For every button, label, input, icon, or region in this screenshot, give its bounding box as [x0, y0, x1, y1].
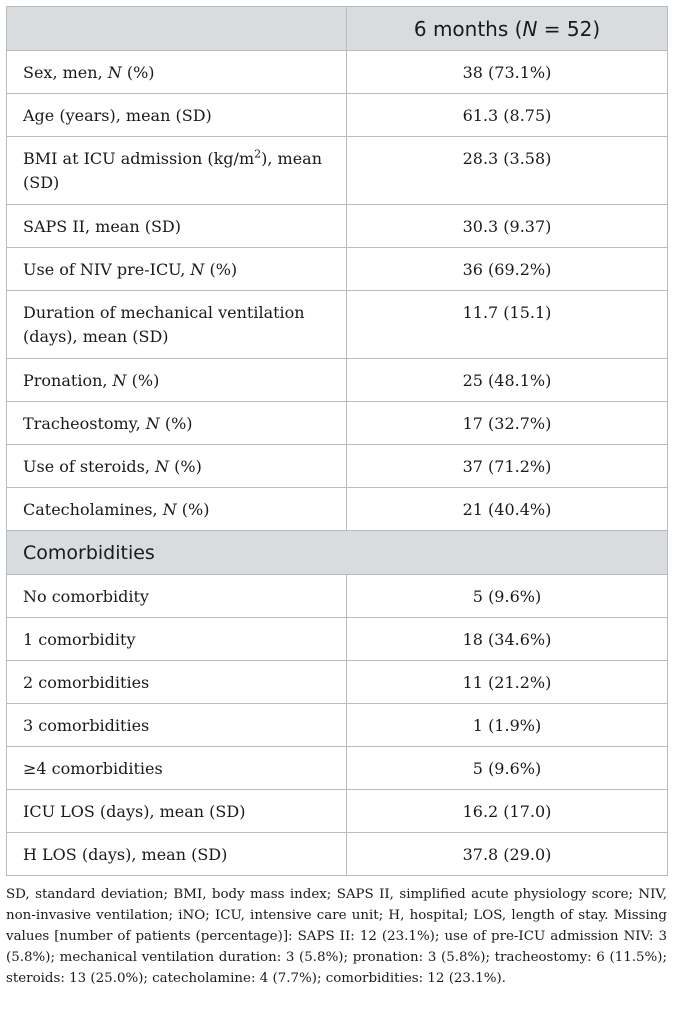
row-label: No comorbidity [7, 575, 347, 618]
row-value: 16.2 (17.0) [347, 790, 668, 833]
row-label [7, 248, 347, 291]
table-row [7, 661, 668, 704]
label-italic: N [155, 456, 170, 476]
table-row [7, 488, 668, 531]
label-text: Duration of mechanical ventilation (days), mean (SD) [23, 303, 305, 346]
label-text: Use of NIV pre-ICU, [23, 259, 191, 279]
label-text: Use of steroids, [23, 456, 156, 476]
row-label: ICU LOS (days), mean (SD) [7, 790, 347, 833]
row-label [7, 488, 347, 531]
table-footnote [6, 884, 667, 989]
label-text-post: (%) [126, 370, 160, 390]
row-value: 1 (1.9%) [347, 704, 668, 747]
table-row [7, 575, 668, 618]
label-text-post: (%) [159, 413, 193, 433]
label-text: Catecholamines, [23, 499, 163, 519]
row-label: 2 comorbidities [7, 661, 347, 704]
table-row [7, 94, 668, 137]
table-row [7, 51, 668, 94]
table-row [7, 618, 668, 661]
row-label [7, 359, 347, 402]
patient-characteristics-table [6, 6, 668, 876]
section-label: Comorbidities [7, 531, 668, 575]
row-label: 3 comorbidities [7, 704, 347, 747]
table-header-row [7, 7, 668, 51]
label-italic: N [162, 499, 177, 519]
column-title-suffix: = 52) [537, 16, 601, 41]
label-text-post: (%) [121, 62, 155, 82]
row-label [7, 445, 347, 488]
footnote-text: SD, standard deviation; BMI, body mass index; SAPS II, simplified acute physiology score; NIV, non-invasive ventilation; iNO; ICU, intensive care unit; H, hospital; LOS, length of stay. Missing values [number of patients (percentage)]: SAPS II: 12 (23.1%); use of pre-ICU admission NIV: 3 (5.8%); mechanical ventilation duration: 3 (5.8%); pronation: 3 (5.8%); tracheostomy: 6 (11.5%); steroids: 13 (25.0%); catecholamine: 4 (7.7%); comorbidities: 12 (23.1%). [6, 887, 667, 986]
table-row [7, 402, 668, 445]
row-value: 25 (48.1%) [347, 359, 668, 402]
row-label: 1 comorbidity [7, 618, 347, 661]
table-row [7, 704, 668, 747]
column-title [347, 7, 668, 51]
row-value: 36 (69.2%) [347, 248, 668, 291]
column-title-n: N [522, 16, 538, 41]
table-row [7, 790, 668, 833]
label-text-post: (%) [169, 456, 202, 476]
section-header-row [7, 531, 668, 575]
row-label [7, 137, 347, 205]
row-label [7, 94, 347, 137]
table-row [7, 248, 668, 291]
row-label [7, 205, 347, 248]
label-text: Pronation, [23, 370, 113, 390]
row-value: 11 (21.2%) [347, 661, 668, 704]
row-label [7, 51, 347, 94]
label-italic: N [107, 62, 122, 82]
label-text: Tracheostomy, [23, 413, 146, 433]
row-value: 5 (9.6%) [347, 747, 668, 790]
table-row [7, 747, 668, 790]
header-blank-cell [7, 7, 347, 51]
row-value: 30.3 (9.37) [347, 205, 668, 248]
row-value: 21 (40.4%) [347, 488, 668, 531]
row-label: H LOS (days), mean (SD) [7, 833, 347, 876]
label-text: Age (years), mean (SD) [23, 105, 212, 125]
table-row [7, 359, 668, 402]
table-row [7, 445, 668, 488]
row-value: 18 (34.6%) [347, 618, 668, 661]
label-italic: N [190, 259, 205, 279]
row-value: 37.8 (29.0) [347, 833, 668, 876]
label-italic: N [145, 413, 160, 433]
row-label [7, 291, 347, 359]
table-row [7, 291, 668, 359]
row-value: 61.3 (8.75) [347, 94, 668, 137]
label-text-post: (%) [176, 499, 210, 519]
table-row [7, 205, 668, 248]
table-row [7, 833, 668, 876]
column-title-prefix: 6 months ( [413, 16, 523, 41]
row-value: 28.3 (3.58) [347, 137, 668, 205]
row-label: ≥4 comorbidities [7, 747, 347, 790]
row-value: 5 (9.6%) [347, 575, 668, 618]
row-value: 11.7 (15.1) [347, 291, 668, 359]
label-text-post: (%) [204, 259, 238, 279]
table-row [7, 137, 668, 205]
row-value: 37 (71.2%) [347, 445, 668, 488]
table-page [6, 6, 667, 989]
label-italic: N [112, 370, 127, 390]
label-text-post: ), mean (SD) [23, 149, 323, 192]
label-text: SAPS II, mean (SD) [23, 216, 181, 236]
row-value: 17 (32.7%) [347, 402, 668, 445]
label-superscript: 2 [254, 147, 262, 161]
label-text: Sex, men, [23, 62, 108, 82]
row-label [7, 402, 347, 445]
row-value: 38 (73.1%) [347, 51, 668, 94]
label-text: BMI at ICU admission (kg/m [23, 149, 255, 168]
